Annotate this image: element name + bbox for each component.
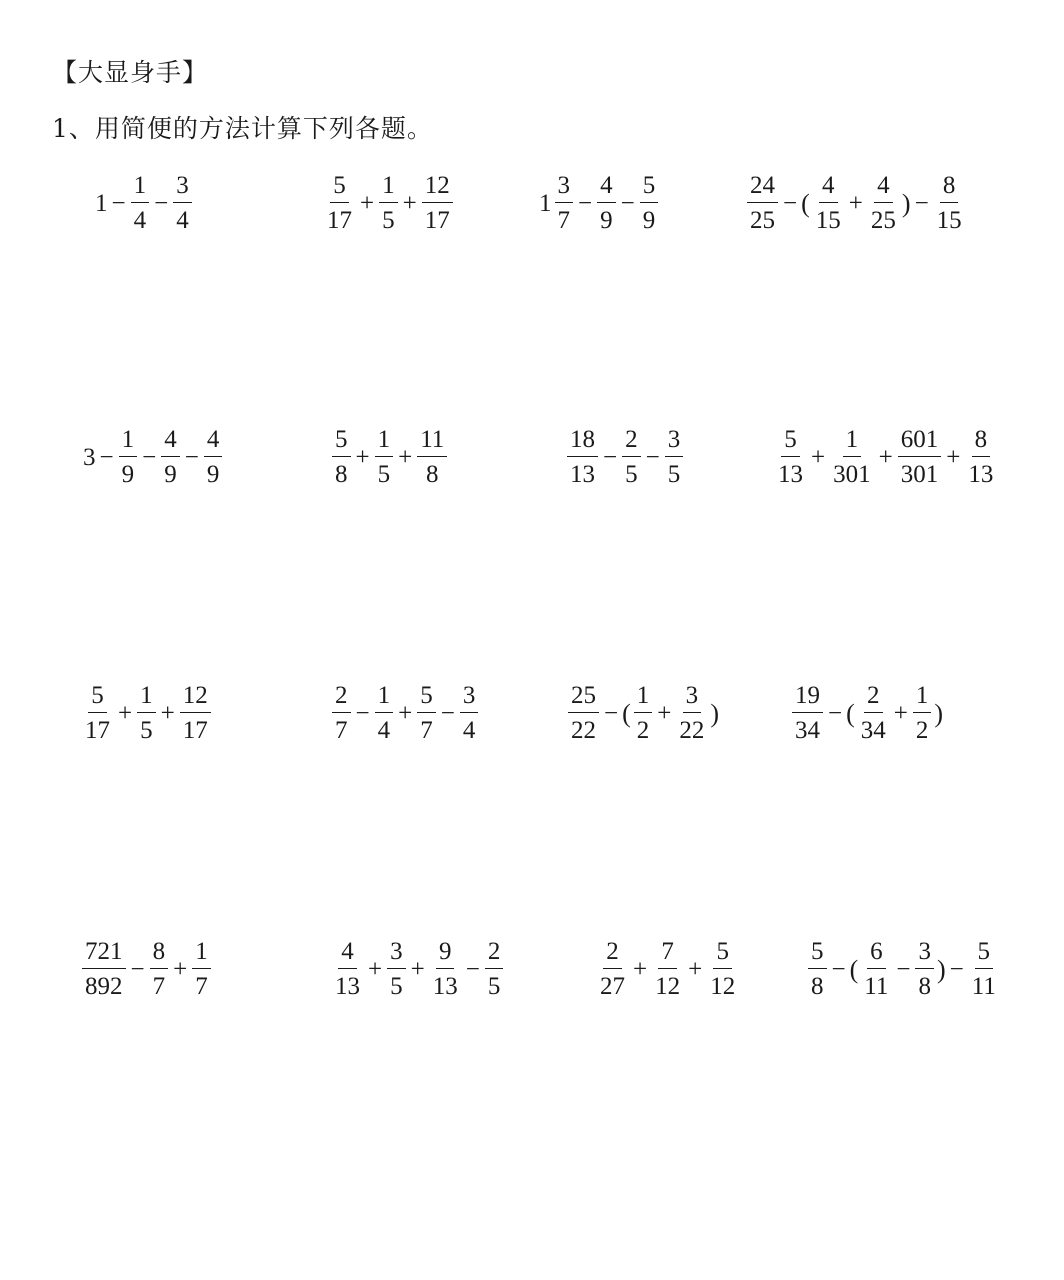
denominator: 22 [679, 717, 705, 744]
numerator: 5 [713, 938, 732, 969]
problem-6 [330, 426, 449, 489]
section-title: 【大显身手】 [52, 58, 209, 87]
fraction [324, 172, 355, 235]
fraction [640, 172, 659, 235]
operator: + [657, 699, 672, 727]
denominator: 11 [971, 973, 996, 1000]
fraction [597, 938, 628, 1001]
operator: − [828, 699, 843, 727]
numerator: 4 [874, 172, 893, 203]
denominator: 15 [815, 207, 841, 234]
operator: − [831, 955, 846, 983]
parenthesis: ( [846, 698, 855, 728]
numerator: 1 [379, 172, 398, 203]
operator: − [111, 189, 126, 217]
operator: − [645, 443, 660, 471]
fraction [634, 682, 653, 745]
denominator: 9 [121, 461, 135, 488]
operator: − [620, 189, 635, 217]
fraction [204, 426, 223, 489]
fraction [808, 938, 827, 1001]
operator: − [604, 699, 619, 727]
operator: + [402, 189, 417, 217]
denominator: 22 [571, 717, 596, 744]
fraction [332, 938, 363, 1001]
operator: + [160, 699, 175, 727]
operator: + [398, 443, 413, 471]
numerator: 2 [332, 682, 351, 713]
parenthesis: ) [901, 188, 911, 218]
denominator: 4 [133, 207, 147, 234]
problem-13 [80, 938, 213, 1001]
fraction [422, 172, 453, 235]
numerator: 11 [417, 426, 447, 457]
numerator: 24 [747, 172, 778, 203]
numerator: 2 [864, 682, 883, 713]
problem-8 [773, 426, 998, 489]
numerator: 721 [82, 938, 126, 969]
operator: + [688, 955, 703, 983]
fraction [913, 682, 932, 745]
denominator: 34 [795, 717, 820, 744]
denominator: 27 [600, 973, 625, 1000]
fraction [665, 426, 684, 489]
operator: − [465, 955, 480, 983]
operator: + [893, 699, 908, 727]
operator: + [811, 443, 826, 471]
instruction-text: 1、用简便的方法计算下列各题。 [52, 114, 433, 143]
problem-4 [745, 172, 967, 235]
operator: + [173, 955, 188, 983]
whole-number: 1 [95, 189, 108, 217]
denominator: 13 [432, 973, 458, 1000]
fraction [332, 682, 351, 745]
denominator: 9 [642, 207, 656, 234]
numerator: 4 [204, 426, 223, 457]
fraction [775, 426, 806, 489]
fraction [597, 172, 616, 235]
fraction [430, 938, 461, 1001]
fraction [161, 426, 180, 489]
denominator: 25 [750, 207, 775, 234]
fraction [915, 938, 934, 1001]
parenthesis: ( [849, 954, 859, 984]
numerator: 12 [422, 172, 453, 203]
problem-14 [330, 938, 505, 1001]
operator: − [914, 189, 929, 217]
denominator: 12 [710, 973, 736, 1000]
denominator: 8 [335, 461, 348, 488]
numerator: 1 [375, 682, 394, 713]
numerator: 18 [567, 426, 598, 457]
denominator: 7 [195, 973, 208, 1000]
denominator: 25 [870, 207, 896, 234]
problem-10 [330, 682, 480, 745]
operator: + [410, 955, 425, 983]
fraction [82, 938, 126, 1001]
fraction [173, 172, 192, 235]
problem-15 [595, 938, 740, 1001]
fraction [568, 682, 599, 745]
denominator: 5 [382, 207, 395, 234]
problem-1 [94, 172, 194, 235]
denominator: 17 [424, 207, 450, 234]
operator: − [142, 443, 157, 471]
fraction [375, 682, 394, 745]
fraction [898, 426, 942, 489]
fraction [792, 682, 823, 745]
denominator: 17 [327, 207, 352, 234]
denominator: 301 [900, 461, 939, 488]
numerator: 2 [603, 938, 622, 969]
numerator: 1 [131, 172, 150, 203]
denominator: 11 [864, 973, 889, 1000]
whole-number: 1 [539, 189, 552, 217]
denominator: 15 [936, 207, 962, 234]
numerator: 3 [387, 938, 406, 969]
numerator: 1 [913, 682, 932, 713]
fraction [192, 938, 211, 1001]
denominator: 5 [390, 973, 403, 1000]
fraction [150, 938, 169, 1001]
operator: + [633, 955, 648, 983]
numerator: 5 [781, 426, 800, 457]
fraction [485, 938, 504, 1001]
denominator: 4 [462, 717, 476, 744]
numerator: 3 [683, 682, 702, 713]
operator: − [783, 189, 798, 217]
fraction [676, 682, 707, 745]
denominator: 13 [968, 461, 994, 488]
numerator: 3 [665, 426, 684, 457]
numerator: 1 [634, 682, 653, 713]
numerator: 5 [808, 938, 827, 969]
numerator: 5 [330, 172, 349, 203]
numerator: 3 [460, 682, 479, 713]
fraction [813, 172, 844, 235]
numerator: 601 [898, 426, 942, 457]
problem-11 [566, 682, 720, 745]
operator: + [946, 443, 961, 471]
numerator: 1 [375, 426, 394, 457]
fraction [555, 172, 574, 235]
denominator: 5 [140, 717, 153, 744]
denominator: 9 [206, 461, 220, 488]
fraction [858, 682, 889, 745]
numerator: 7 [658, 938, 677, 969]
numerator: 4 [819, 172, 838, 203]
numerator: 4 [597, 172, 616, 203]
operator: + [878, 443, 893, 471]
fraction [868, 172, 899, 235]
numerator: 1 [192, 938, 211, 969]
operator: − [440, 699, 455, 727]
denominator: 2 [915, 717, 929, 744]
denominator: 9 [164, 461, 177, 488]
denominator: 5 [667, 461, 681, 488]
numerator: 3 [915, 938, 934, 969]
numerator: 8 [150, 938, 169, 969]
denominator: 5 [487, 973, 501, 1000]
fraction [417, 682, 436, 745]
fraction [137, 682, 156, 745]
fraction [747, 172, 778, 235]
numerator: 1 [137, 682, 156, 713]
denominator: 892 [85, 973, 123, 1000]
numerator: 19 [792, 682, 823, 713]
operator: − [184, 443, 199, 471]
operator: − [896, 955, 911, 983]
fraction [417, 426, 447, 489]
parenthesis: ( [622, 698, 631, 728]
problem-9 [80, 682, 213, 745]
numerator: 25 [568, 682, 599, 713]
numerator: 2 [485, 938, 504, 969]
operator: − [355, 699, 370, 727]
numerator: 8 [972, 426, 991, 457]
numerator: 3 [555, 172, 574, 203]
numerator: 5 [975, 938, 994, 969]
fraction [861, 938, 891, 1001]
numerator: 3 [173, 172, 192, 203]
fraction [82, 682, 113, 745]
fraction [180, 682, 211, 745]
fraction [131, 172, 150, 235]
numerator: 5 [332, 426, 351, 457]
denominator: 13 [335, 973, 360, 1000]
denominator: 7 [335, 717, 348, 744]
problem-5 [82, 426, 224, 489]
numerator: 2 [622, 426, 641, 457]
denominator: 9 [600, 207, 613, 234]
numerator: 8 [940, 172, 959, 203]
fraction [379, 172, 398, 235]
operator: + [355, 443, 370, 471]
numerator: 12 [180, 682, 211, 713]
operator: − [99, 443, 114, 471]
numerator: 1 [119, 426, 138, 457]
fraction [707, 938, 738, 1001]
denominator: 301 [833, 461, 871, 488]
problem-2 [322, 172, 455, 235]
denominator: 4 [176, 207, 189, 234]
operator: + [398, 699, 413, 727]
operator: + [368, 955, 383, 983]
denominator: 8 [918, 973, 931, 1000]
operator: + [118, 699, 133, 727]
operator: − [154, 189, 169, 217]
operator: − [578, 189, 593, 217]
operator: − [130, 955, 145, 983]
parenthesis: ) [710, 698, 720, 728]
parenthesis: ) [936, 954, 946, 984]
denominator: 34 [860, 717, 886, 744]
numerator: 6 [867, 938, 886, 969]
fraction [622, 426, 641, 489]
denominator: 13 [570, 461, 595, 488]
fraction [387, 938, 406, 1001]
denominator: 5 [625, 461, 638, 488]
fraction [460, 682, 479, 745]
numerator: 1 [843, 426, 862, 457]
fraction [375, 426, 394, 489]
denominator: 13 [778, 461, 803, 488]
numerator: 9 [436, 938, 455, 969]
denominator: 7 [420, 717, 433, 744]
whole-number: 3 [83, 443, 96, 471]
operator: − [949, 955, 964, 983]
problem-3 [538, 172, 660, 235]
numerator: 5 [417, 682, 436, 713]
operator: + [360, 189, 375, 217]
denominator: 7 [557, 207, 570, 234]
fraction [119, 426, 138, 489]
operator: + [848, 189, 863, 217]
fraction [830, 426, 874, 489]
denominator: 17 [182, 717, 208, 744]
denominator: 5 [377, 461, 391, 488]
fraction [934, 172, 965, 235]
denominator: 17 [85, 717, 110, 744]
numerator: 4 [338, 938, 357, 969]
fraction [652, 938, 683, 1001]
parenthesis: ) [934, 698, 944, 728]
problem-7 [565, 426, 685, 489]
fraction [567, 426, 598, 489]
parenthesis: ( [801, 188, 810, 218]
denominator: 2 [636, 717, 650, 744]
fraction [965, 426, 996, 489]
numerator: 4 [161, 426, 180, 457]
problem-16 [806, 938, 1001, 1001]
denominator: 12 [655, 973, 681, 1000]
fraction [332, 426, 351, 489]
fraction [969, 938, 999, 1001]
numerator: 5 [640, 172, 659, 203]
numerator: 5 [88, 682, 107, 713]
operator: − [603, 443, 618, 471]
denominator: 8 [811, 973, 824, 1000]
denominator: 8 [426, 461, 439, 488]
denominator: 4 [377, 717, 391, 744]
problem-12 [790, 682, 944, 745]
denominator: 7 [152, 973, 166, 1000]
